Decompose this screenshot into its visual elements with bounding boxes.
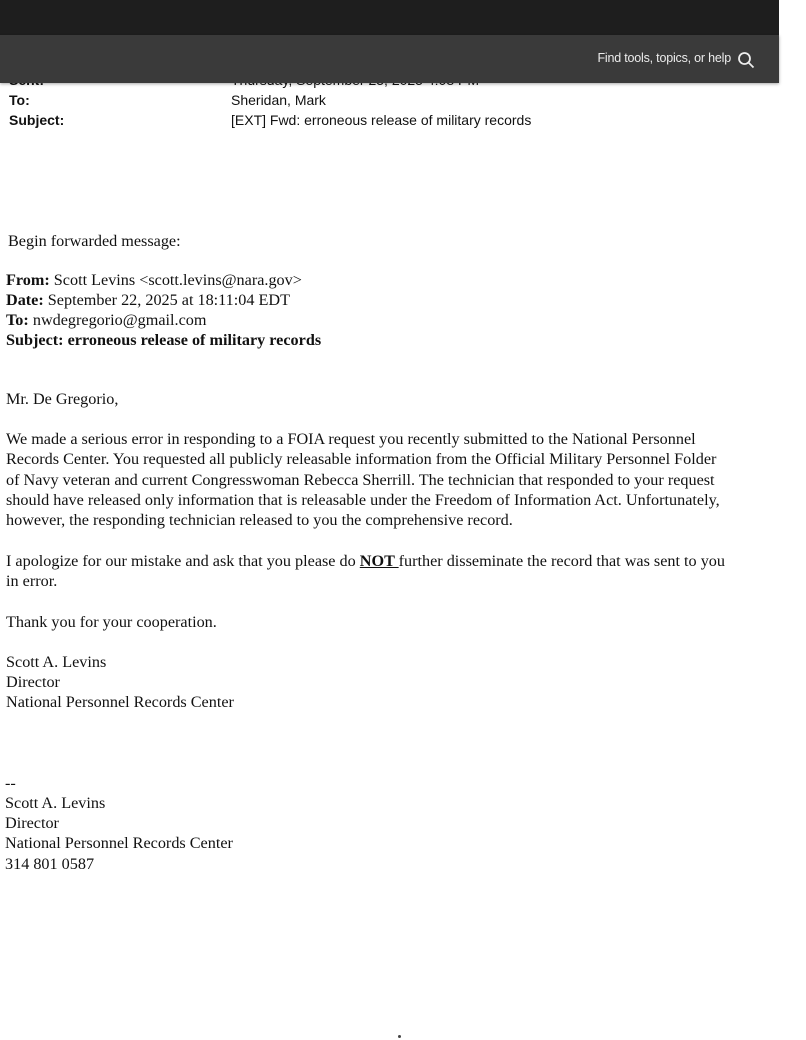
signature2-phone: 314 801 0587 [5,855,95,873]
paragraph-line [6,551,806,571]
fwd-to-label: To: [6,311,29,329]
to-value: Sheridan, Mark [231,92,326,108]
app-title-bar [0,0,779,35]
header-subject-row [0,112,779,132]
fwd-to-value: nwdegregorio@gmail.com [32,311,207,329]
paragraph-apology [6,551,806,592]
header-to-row [0,92,779,112]
apology-text-end: further disseminate the record that was sent to you [398,552,725,570]
search-icon[interactable] [737,51,755,69]
date-value: September 22, 2025 at 18:11:04 EDT [47,291,290,309]
date-label: Date: [6,291,44,309]
paragraph-line: We made a serious error in responding to a FOIA request you recently submitted to the National Personnel [6,430,696,448]
thanks-line: Thank you for your cooperation. [6,613,217,631]
signature2-title: Director [5,814,59,832]
forward-from [6,270,302,290]
viewer-toolbar [0,35,779,83]
salutation: Mr. De Gregorio, [6,390,119,408]
signature-separator: -- [5,774,16,792]
signature-name: Scott A. Levins [6,653,107,671]
apology-text-start: I apologize for our mistake and ask that you please do [6,552,360,570]
subject-value: [EXT] Fwd: erroneous release of military records [231,112,532,128]
forward-date [6,290,290,310]
signature2-org: National Personnel Records Center [5,834,233,852]
signature-title: Director [6,673,60,691]
forward-to [6,310,206,330]
subject-label: Subject: [9,112,65,128]
from-label: From: [6,271,50,289]
signature-org: National Personnel Records Center [6,693,234,711]
paragraph-error-explanation [6,429,806,530]
find-tools-search-field[interactable]: Find tools, topics, or help [597,51,731,65]
paragraph-line: of Navy veteran and current Congresswoman Rebecca Sherrill. The technician that responded to your request [6,470,715,489]
to-label: To: [9,92,30,108]
paragraph-line: should have released only information that is releasable under the Freedom of Information Act. Unfortunately, [6,490,720,509]
document-page [0,83,779,1040]
forward-subject: Subject: erroneous release of military records [6,331,322,349]
paragraph-line: Records Center. You requested all publicly releasable information from the Official Military Personnel Folder [6,450,717,469]
paragraph-line: however, the responding technician released to you the comprehensive record. [6,511,513,530]
page-mark [398,1035,401,1038]
from-value: Scott Levins <scott.levins@nara.gov> [53,271,302,289]
signature2-name: Scott A. Levins [5,794,106,812]
paragraph-line: in error. [6,572,58,591]
forward-intro: Begin forwarded message: [8,232,181,250]
not-emphasis: NOT [359,552,399,570]
